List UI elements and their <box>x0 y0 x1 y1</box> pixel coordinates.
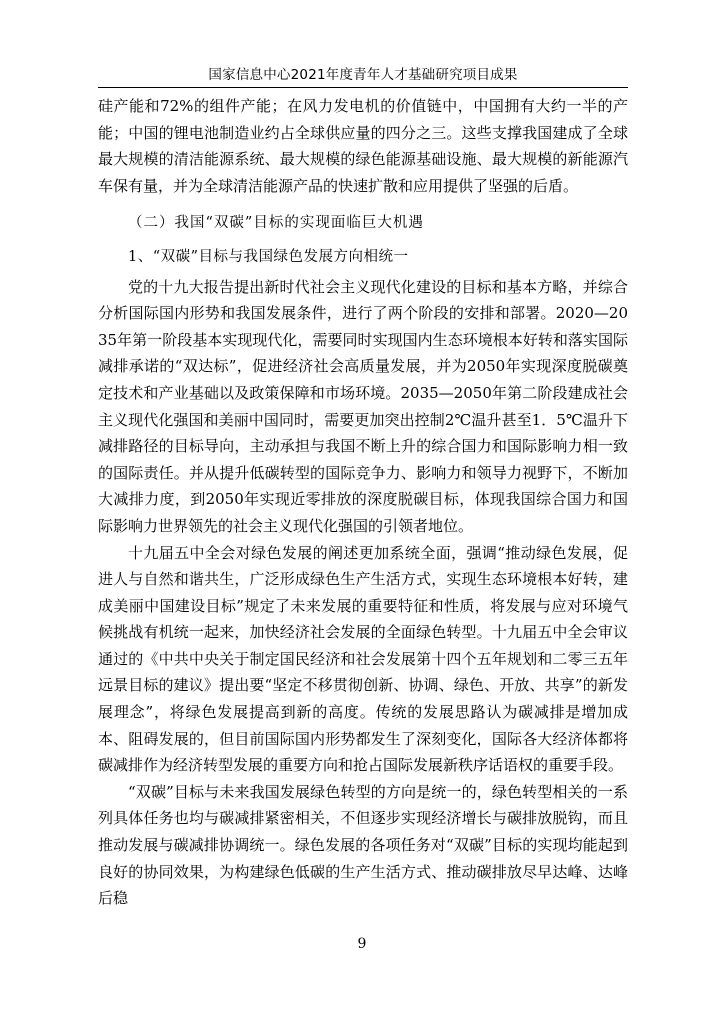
page-header-title: 国家信息中心2021年度青年人才基础研究项目成果 <box>208 67 518 83</box>
paragraph-1: 党的十九大报告提出新时代社会主义现代化建设的目标和基本方略，并综合分析国际国内形势和我国发展条件，进行了两个阶段的安排和部署。2020—2035年第一阶段基本实现现代化，需要同时实现国内生态环境根本好转和落实国际减排承诺的“双达标”，促进经济社会高质量发展，并为2050年实现深度脱碳奠定技术和产业基础以及政策保障和市场环境。2035—2050年第二阶段建成社会主义现代化强国和美丽中国同时，需要更加突出控制2℃温升甚至1．5℃温升下减排路径的目标导向，主动承担与我国不断上升的综合国力和国际影响力相一致的国际责任。并从提升低碳转型的国际竞争力、影响力和领导力视野下，不断加大减排力度，到2050年实现近零排放的深度脱碳目标，体现我国综合国力和国际影响力世界领先的社会主义现代化强国的引领者地位。 <box>98 277 628 535</box>
paragraph-continuation: 硅产能和72%的组件产能；在风力发电机的价值链中，中国拥有大约一半的产能；中国的锂电池制造业约占全球供应量的四分之三。这些支撑我国建成了全球最大规模的清洁能源系统、最大规模的绿色能源基础设施、最大规模的新能源汽车保有量，并为全球清洁能源产品的快速扩散和应用提供了坚强的后盾。 <box>98 97 628 195</box>
header-divider <box>98 87 628 88</box>
paragraph-2: 十九届五中全会对绿色发展的阐述更加系统全面，强调“推动绿色发展，促进人与自然和谐共生，广泛形成绿色生产生活方式，实现生态环境根本好转，建成美丽中国建设目标”规定了未来发展的重要特征和性质，将发展与应对环境气候挑战有机统一起来，加快经济社会发展的全面绿色转型。十九届五中全会审议通过的《中共中央关于制定国民经济和社会发展第十四个五年规划和二零三五年远景目标的建议》提出要“坚定不移贯彻创新、协调、绿色、开放、共享”的新发展理念”，将绿色发展提高到新的高度。传统的发展思路认为碳减排是增加成本、阻碍发展的，但目前国际国内形势都发生了深刻变化，国际各大经济体都将碳减排作为经济转型发展的重要方向和抢占国际发展新秩序话语权的重要手段。 <box>98 543 628 775</box>
section-heading: （二）我国“双碳”目标的实现面临巨大机遇 <box>128 215 424 232</box>
document-body <box>98 93 628 912</box>
sub-heading: 1、“双碳”目标与我国绿色发展方向相统一 <box>128 248 409 265</box>
page-number: 9 <box>357 936 367 952</box>
paragraph-3: “双碳”目标与未来我国发展绿色转型的方向是统一的，绿色转型相关的一系列具体任务也均与碳减排紧密相关，不但逐步实现经济增长与碳排放脱钩，而且推动发展与碳减排协调统一。绿色发展的各项任务对“双碳”目标的实现均能起到良好的协同效果，为构建绿色低碳的生产生活方式、推动碳排放尽早达峰、达峰后稳 <box>98 782 628 908</box>
